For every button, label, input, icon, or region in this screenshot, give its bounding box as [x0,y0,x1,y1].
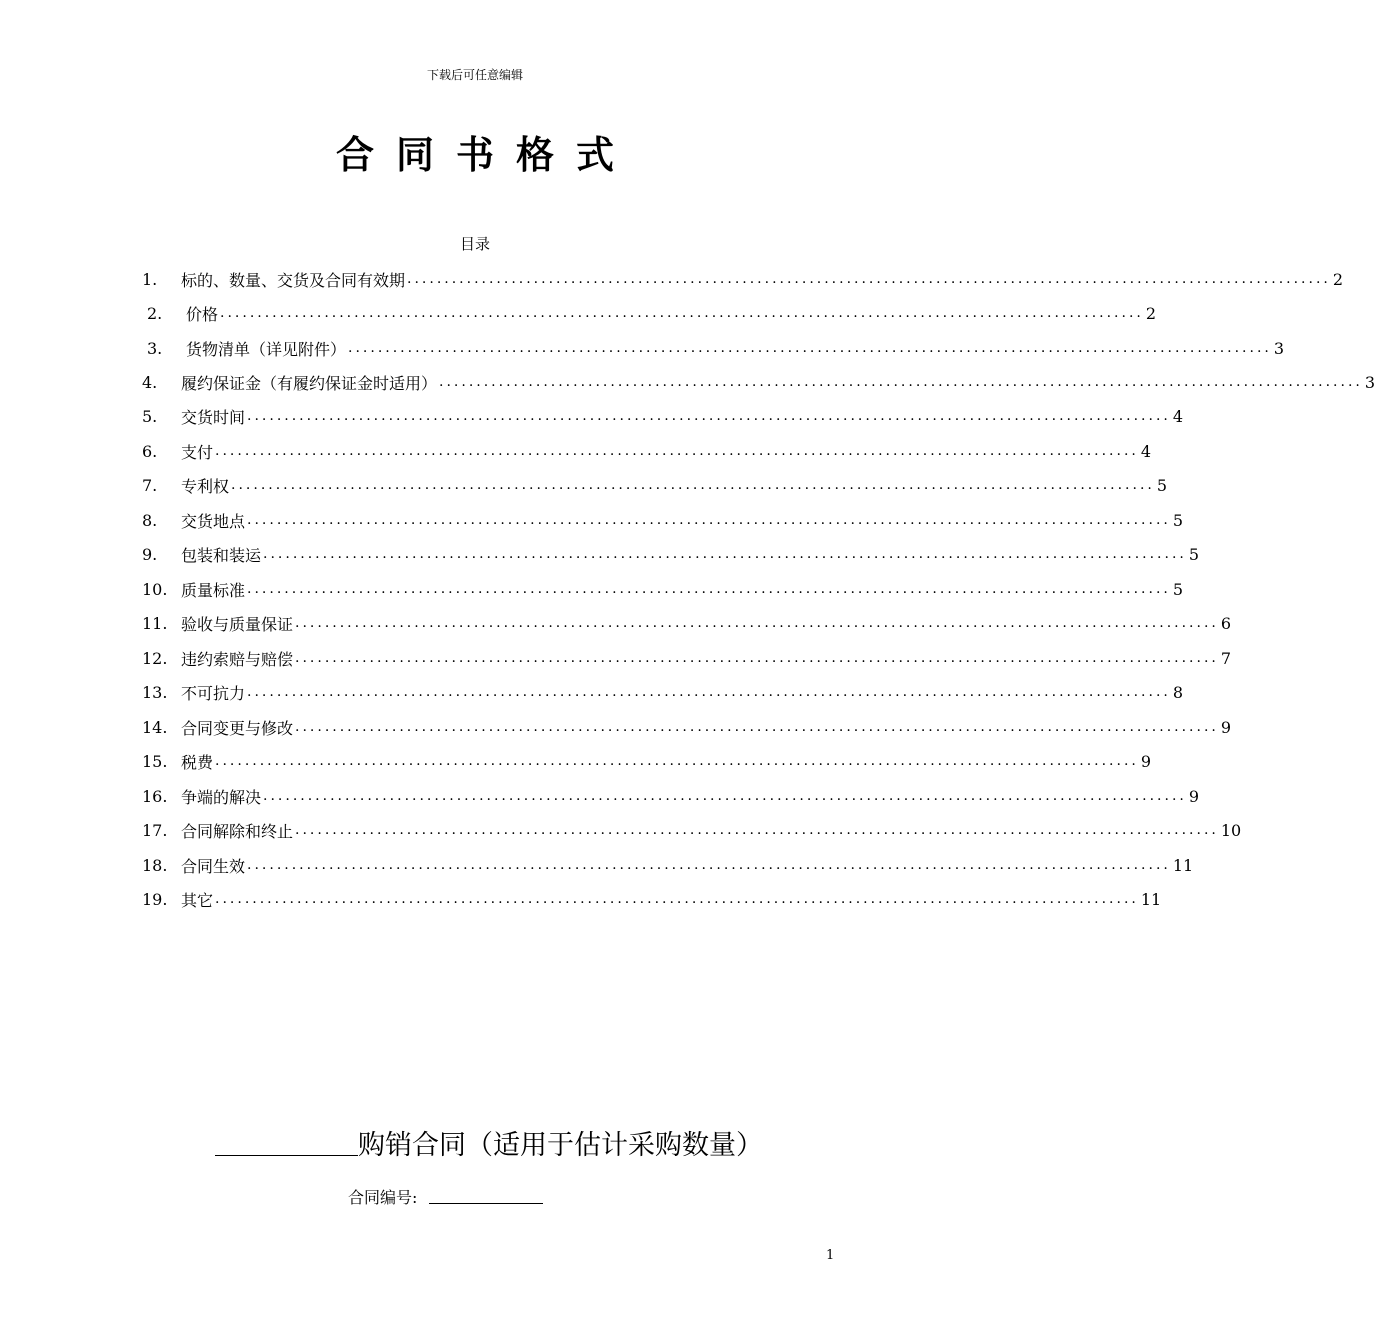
toc-entry-number: 2. [147,303,163,323]
toc-leader-dots: ............................................................................................................................ [220,305,1144,321]
toc-entry[interactable] [142,399,1184,433]
toc-entry-page: 5 [1156,475,1168,495]
toc-entry-number: 18. [142,855,168,875]
toc-entry[interactable] [142,675,1184,709]
toc-entry-title: 支付 [181,442,214,462]
toc-entry-title: 争端的解决 [181,787,262,807]
toc-entry-title: 不可抗力 [181,683,246,703]
toc-leader-dots: ............................................................................................................................ [295,650,1219,666]
toc-entry-page: 5 [1188,544,1200,564]
toc-entry-page: 11 [1140,889,1162,909]
toc-leader-dots: ............................................................................................................................ [247,408,1171,424]
toc-entry[interactable] [142,606,1232,640]
toc-entry-title: 质量标准 [181,580,246,600]
toc-leader-dots: ............................................................................................................................ [295,822,1219,838]
toc-entry-number: 7. [142,475,158,495]
contract-number-label: 合同编号: [348,1188,418,1207]
toc-entry-number: 19. [142,889,168,909]
toc-leader-dots: ............................................................................................................................ [263,788,1187,804]
toc-entry-number: 3. [147,338,163,358]
toc-entry[interactable] [142,296,1157,330]
toc-entry[interactable] [142,744,1152,778]
toc-entry-page: 5 [1172,510,1184,530]
toc-entry-number: 11. [142,613,168,633]
toc-entry-page: 4 [1140,441,1152,461]
toc-entry[interactable] [142,331,1285,365]
toc-entry[interactable] [142,468,1168,502]
toc-heading: 目录 [459,235,490,253]
toc-entry-number: 1. [142,269,158,289]
toc-leader-dots: ............................................................................................................................ [263,546,1187,562]
toc-entry-number: 5. [142,406,158,426]
toc-entry-title: 价格 [186,304,219,324]
toc-leader-dots: ............................................................................................................................ [231,477,1155,493]
toc-entry-number: 13. [142,682,168,702]
toc-entry-title: 违约索赔与赔偿 [181,649,294,669]
toc-entry-title: 验收与质量保证 [181,614,294,634]
toc-entry-page: 7 [1220,648,1232,668]
toc-entry-page: 3 [1364,372,1375,392]
toc-entry-title: 专利权 [181,476,230,496]
toc-leader-dots: ............................................................................................................................ [247,581,1171,597]
toc-entry-page: 4 [1172,406,1184,426]
header-note: 下载后可任意编辑 [426,68,523,82]
toc-entry-page: 9 [1188,786,1200,806]
toc-entry-title: 其它 [181,890,214,910]
toc-leader-dots: ............................................................................................................................ [295,719,1219,735]
toc-entry-title: 交货时间 [181,407,246,427]
toc-entry-page: 2 [1332,269,1344,289]
toc-entry[interactable] [142,365,1375,399]
toc-leader-dots: ............................................................................................................................ [247,512,1171,528]
toc-entry-page: 3 [1273,338,1285,358]
toc-entry-number: 15. [142,751,168,771]
toc-entry-number: 17. [142,820,168,840]
toc-entry-page: 6 [1220,613,1232,633]
toc-entry[interactable] [142,434,1152,468]
toc-entry-title: 包装和装运 [181,545,262,565]
toc-entry-page: 10 [1220,820,1242,840]
toc-leader-dots: ............................................................................................................................ [295,615,1219,631]
toc-entry-number: 16. [142,786,168,806]
page-number: 1 [826,1248,835,1263]
toc-leader-dots: ............................................................................................................................ [215,753,1139,769]
toc-entry-title: 合同变更与修改 [181,718,294,738]
toc-entry[interactable] [142,537,1200,571]
toc-entry[interactable] [142,848,1194,882]
document-title: 合同书格式 [335,133,636,177]
toc-entry-number: 14. [142,717,168,737]
toc-entry-title: 税费 [181,752,214,772]
contract-number-blank[interactable] [429,1185,543,1204]
toc-entry-page: 2 [1145,303,1157,323]
toc-entry-title: 合同解除和终止 [181,821,294,841]
toc-leader-dots: ............................................................................................................................ [215,891,1139,907]
toc-entry[interactable] [142,779,1200,813]
toc-leader-dots: ............................................................................................................................ [247,684,1171,700]
toc-entry-page: 5 [1172,579,1184,599]
toc-entry-title: 履约保证金（有履约保证金时适用） [181,373,438,393]
toc-leader-dots: ............................................................................................................................ [407,271,1331,287]
toc-entry[interactable] [142,641,1232,675]
toc-entry-number: 10. [142,579,168,599]
contract-title [215,1118,763,1162]
toc-entry-number: 6. [142,441,158,461]
toc-entry[interactable] [142,813,1242,847]
toc-entry[interactable] [142,710,1232,744]
toc-entry-number: 12. [142,648,168,668]
contract-title-text: 购销合同（适用于估计采购数量） [358,1130,763,1161]
contract-number [348,1185,543,1208]
toc-entry[interactable] [142,503,1184,537]
toc-leader-dots: ............................................................................................................................ [348,340,1272,356]
toc-entry-page: 9 [1140,751,1152,771]
toc-entry-number: 8. [142,510,158,530]
toc-entry-title: 货物清单（详见附件） [186,339,347,359]
contract-name-blank[interactable] [215,1125,358,1156]
toc-entry-title: 标的、数量、交货及合同有效期 [181,270,406,290]
toc-leader-dots: ............................................................................................................................ [439,374,1363,390]
toc-entry-page: 11 [1172,855,1194,875]
toc-entry-page: 8 [1172,682,1184,702]
toc-entry-title: 交货地点 [181,511,246,531]
toc-leader-dots: ............................................................................................................................ [247,857,1171,873]
toc-entry-number: 9. [142,544,158,564]
toc-entry[interactable] [142,572,1184,606]
toc-entry-page: 9 [1220,717,1232,737]
toc-entry[interactable] [142,262,1344,296]
toc-entry-title: 合同生效 [181,856,246,876]
toc-entry-number: 4. [142,372,158,392]
toc-leader-dots: ............................................................................................................................ [215,443,1139,459]
toc-entry[interactable] [142,882,1162,916]
